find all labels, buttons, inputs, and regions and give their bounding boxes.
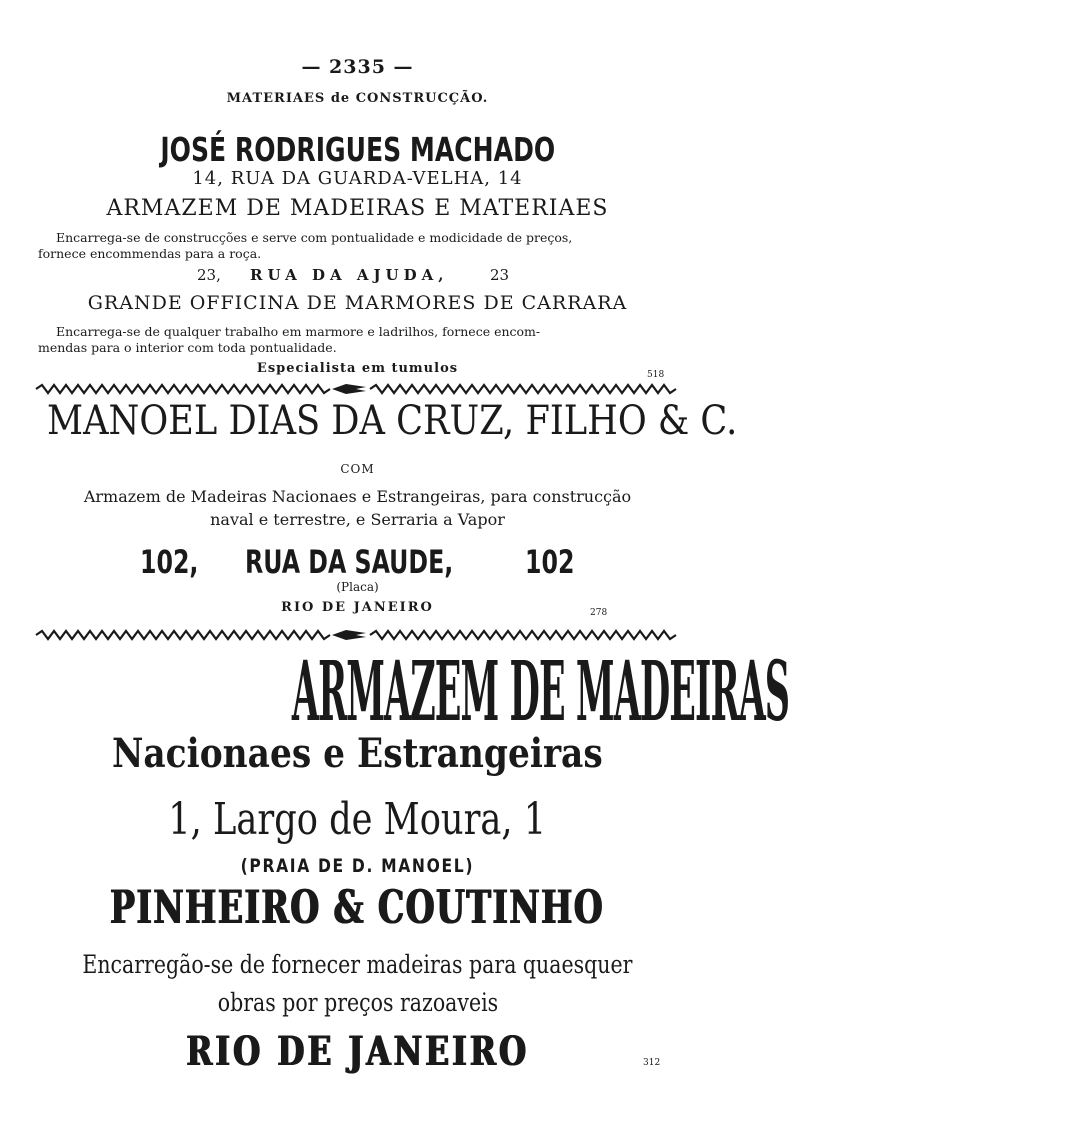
ad2-city: RIO DE JANEIRO	[281, 600, 434, 615]
ad2-reference-number: 278	[590, 608, 608, 618]
ad3-reference-number: 312	[643, 1058, 661, 1068]
section-heading: MATERIAES de CONSTRUCÇÃO.	[226, 91, 489, 106]
ad1-street-address: 14, RUA DA GUARDA-VELHA, 14	[192, 168, 523, 189]
ad3-description-line: obras por preços razoaveis	[217, 988, 498, 1017]
ad3-address: 1, Largo de Moura, 1	[168, 794, 547, 845]
ornamental-divider	[36, 628, 676, 642]
ad1-description-line: Encarrega-se de qualquer trabalho em marmore e ladrilhos, fornece encom-	[56, 324, 541, 339]
ad2-placa-label: (Placa)	[336, 580, 379, 594]
ad2-description-line: naval e terrestre, e Serraria a Vapor	[210, 510, 505, 529]
ad1-company-name: JOSÉ RODRIGUES MACHADO	[160, 130, 555, 169]
ad1-officina-line: GRANDE OFFICINA DE MARMORES DE CARRARA	[87, 292, 628, 314]
ad3-description-line: Encarregão-se de fornecer madeiras para quaesquer	[82, 950, 633, 979]
divider-ornament-icon	[332, 384, 366, 394]
ad1-business-line: ARMAZEM DE MADEIRAS E MATERIAES	[106, 196, 609, 221]
ad3-subtitle: Nacionaes e Estrangeiras	[112, 730, 603, 777]
ad2-description-line: Armazem de Madeiras Nacionaes e Estrangeiras, para construcção	[83, 487, 632, 506]
ad2-company-name: MANOEL DIAS DA CRUZ, FILHO & C.	[47, 398, 738, 444]
page-number: — 2335 —	[301, 56, 414, 78]
divider-ornament-icon	[332, 630, 366, 640]
ad1-description-line: Encarrega-se de construcções e serve com pontualidade e modicidade de preços,	[56, 230, 573, 245]
ad1-reference-number: 518	[647, 370, 665, 380]
ad1-second-address-street: RUA DA AJUDA,	[250, 266, 449, 284]
ad1-second-address-number: 23,	[197, 266, 221, 284]
ad2-address-number: 102,	[140, 543, 199, 581]
ad1-description-line: mendas para o interior com toda pontualidade.	[38, 340, 337, 355]
ad2-address-number: 102	[525, 543, 575, 581]
ad3-title: ARMAZEM DE MADEIRAS	[291, 643, 790, 740]
ad1-description-line: fornece encommendas para a roça.	[38, 246, 262, 261]
ad1-second-address-number: 23	[490, 266, 510, 284]
ad1-specialty: Especialista em tumulos	[256, 361, 459, 376]
ad3-city: RIO DE JANEIRO	[186, 1028, 529, 1075]
ad2-address-street: RUA DA SAUDE,	[245, 543, 454, 581]
ad3-company-name: PINHEIRO & COUTINHO	[110, 880, 605, 934]
ornamental-divider	[36, 382, 676, 396]
ad3-praia-note: (PRAIA DE D. MANOEL)	[240, 855, 475, 877]
ad2-com-label: COM	[340, 462, 375, 476]
